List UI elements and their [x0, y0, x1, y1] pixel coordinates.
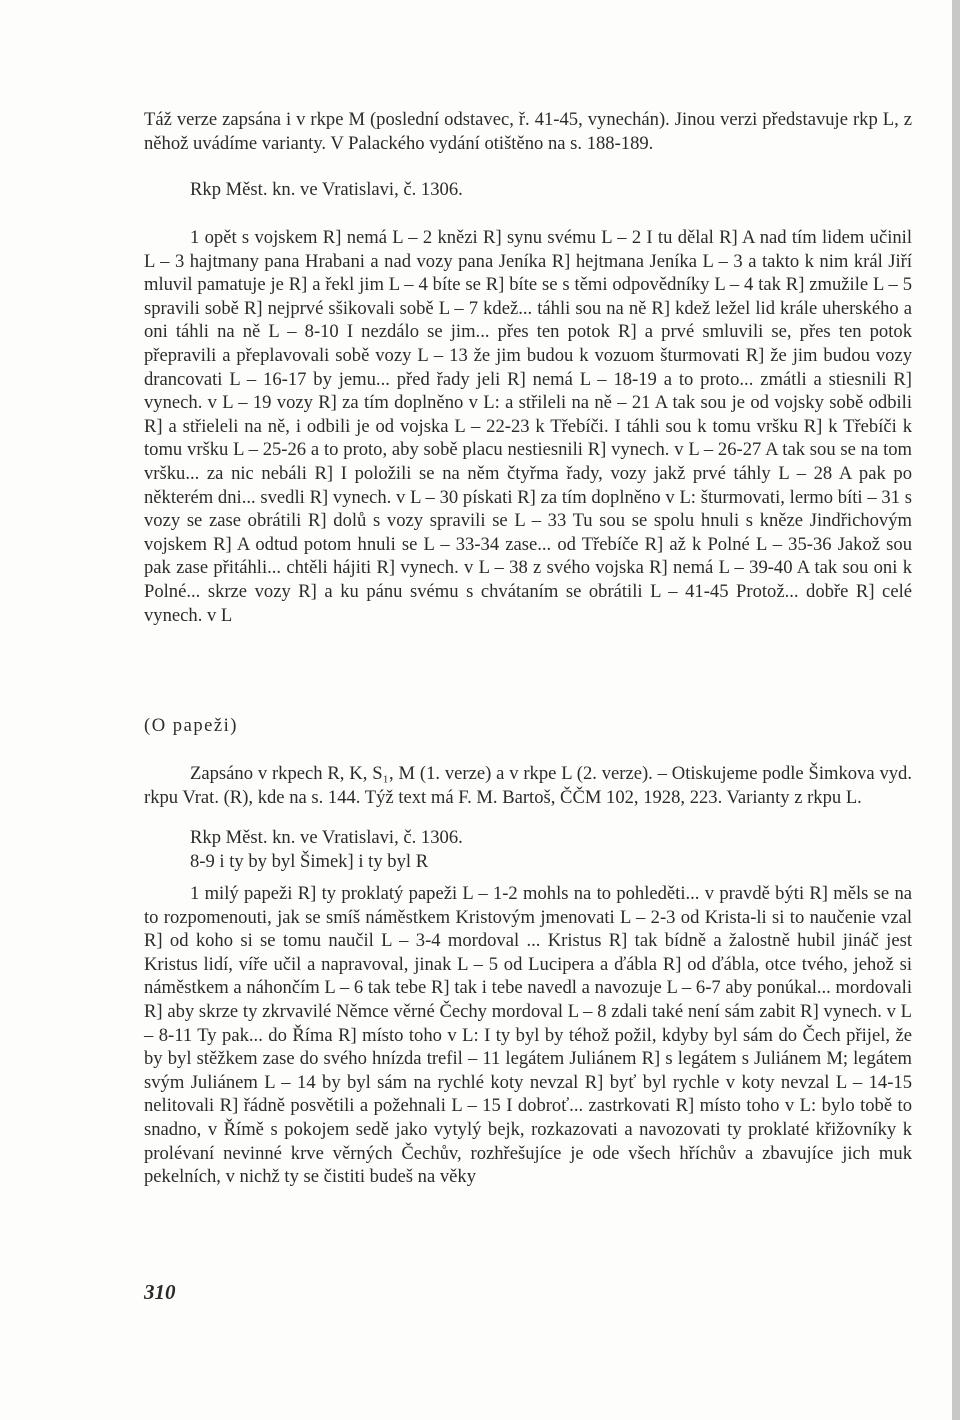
section2-note-text: 8-9 i ty by byl Šimek] i ty byl R: [190, 851, 429, 872]
section2-intro-text: Zapsáno v rkpech R, K, S₁, M (1. verze) a v rkpe L (2. verze). – Otiskujeme podle Šimkova vyd. rkpu Vrat. (R), kde na s. 144. Týž text má F. M. Bartoš, ČČM 102, 1928, 223. Varianty z rkpu L.: [144, 763, 912, 808]
section1-variants: [144, 226, 912, 627]
section2-intro: [144, 762, 912, 809]
section1-variants-text: 1 opět s vojskem R] nemá L – 2 knězi R] synu svému L – 2 I tu dělal R] A nad tím lidem učinil L – 3 hajtmany pana Hrabani a nad vozy pana Jeníka R] hejtmana Jeníka L – 3 a takto k nim král Jiří mluvil pamatuje je R] a řekl jim L – 4 bíte se R] bíte se s těmi odpovědníky L – 4 tak R] zmužile L – 5 spravili sobě R] nejprvé sšikovali sobě L – 7 kdež... táhli sou na ně R] kdež ležel lid krále uherského a oni táhli na ně L – 8-10 I nezdálo se jim... přes ten potok R] a prvé smluvili se, přes ten potok přepravili a přeplavovali sobě vozy L – 13 že jim budou k vozuom šturmovati R] že jim budou vozy drancovati L – 16-17 by jemu... před řady jeli R] nemá L – 18-19 a to proto... zmátli a stiesnili R] vynech. v L – 19 vozy R] za tím doplněno v L: a střileli na ně – 21 A tak sou je od vojsky sobě odbili R] a střieleli na ně, i odbili je od vojska L – 22-23 k Třebíči. I táhli sou k tomu vršku R] k Třebíči k tomu vršku L – 25-26 a to proto, aby sobě placu nestiesnili R] vynech. v L – 26-27 A tak sou se na tom vršku... za nic nebáli R] I položili se na něm čtyřma řady, vozy jakž prvé táhly L – 28 A pak po některém dni... svedli R] vynech. v L – 30 pískati R] za tím doplněno v L: šturmovati, lermo bíti – 31 s vozy se zase obrátili R] dolů s vozy spravili se L – 33 Tu sou se spolu hnuli s kněze Jindřichovým vojskem R] A odtud potom hnuli se L – 33-34 zase... od Třebíče R] až k Polné L – 35-36 Jakož sou pak zase přitáhli... chtěli hájiti R] vynech. v L – 38 z svého vojska R] nemá L – 39-40 A tak sou oni k Polné... skrze vozy R] a ku pánu svému s chvátaním se obrátili L – 41-45 Protož... dobře R] celé vynech. v L: [144, 227, 912, 626]
section2-source-text: Rkp Měst. kn. ve Vratislavi, č. 1306.: [190, 827, 463, 848]
page-edge-shadow: [952, 0, 960, 1420]
section2-title: [144, 714, 912, 738]
section2-title-text: (O papeži): [144, 715, 238, 736]
page-number: 310: [144, 1280, 176, 1304]
section2-source: [144, 826, 912, 850]
section1-intro-text: Táž verze zapsána i v rkpe M (poslední odstavec, ř. 41-45, vynechán). Jinou verzi představuje rkp L, z něhož uvádíme varianty. V Palackého vydání otištěno na s. 188-189.: [144, 109, 912, 154]
section2-variants: [144, 882, 912, 1189]
section2-variants-text: 1 milý papeži R] ty proklatý papeži L – 1-2 mohls na to pohleděti... v pravdě býti R] měls se na to rozpomenouti, jak se smíš náměstkem Kristovým jmenovati L – 2-3 od Krista-li si to naučenie vzal R] od koho si se tomu naučil L – 3-4 mordoval ... Kristus R] tak bídně a žalostně hubil jináč jest Kristus lidí, víře učil a napravoval, jinak L – 5 od Lucipera a ďábla R] od ďábla, otce tvého, jehož si náměstkem a náhončím L – 6 tak tebe R] tak i tebe navedl a navozuje L – 6-7 aby ponúkal... mordovali R] aby skrze ty zkrvavilé Němce věrné Čechy mordoval L – 8 zdali také není sám zabit R] vynech. v L – 8-11 Ty pak... do Říma R] místo toho v L: I ty byl by téhož požil, kdyby byl sám do Čech přijel, že by byl stěžkem zase do svého hnízda trefil – 11 legátem Juliánem R] s legátem s Juliánem M; legátem svým Juliánem L – 14 by byl sám na rychlé koty nevzal R] byť byl rychle v koty nevzal L – 14-15 nelitovali R] řádně posvětili a požehnali L – 15 I dobroť... zastrkovati R] místo toho v L: bylo tobě to snadno, v Římě s pokojem sedě jako vytylý bejk, rozkazovati a navozovati ty proklaté křižovníky k prolévaní nevinné krve věrných Čechův, rozhřešujíce je ode všech hříchův a zbavujíce jich muk pekelních, v nichž ty se čistiti budeš na věky: [144, 883, 912, 1188]
section1-intro: [144, 108, 912, 155]
section2-note: [144, 850, 912, 874]
section1-source: [144, 178, 912, 202]
section1-source-text: Rkp Měst. kn. ve Vratislavi, č. 1306.: [190, 179, 463, 200]
